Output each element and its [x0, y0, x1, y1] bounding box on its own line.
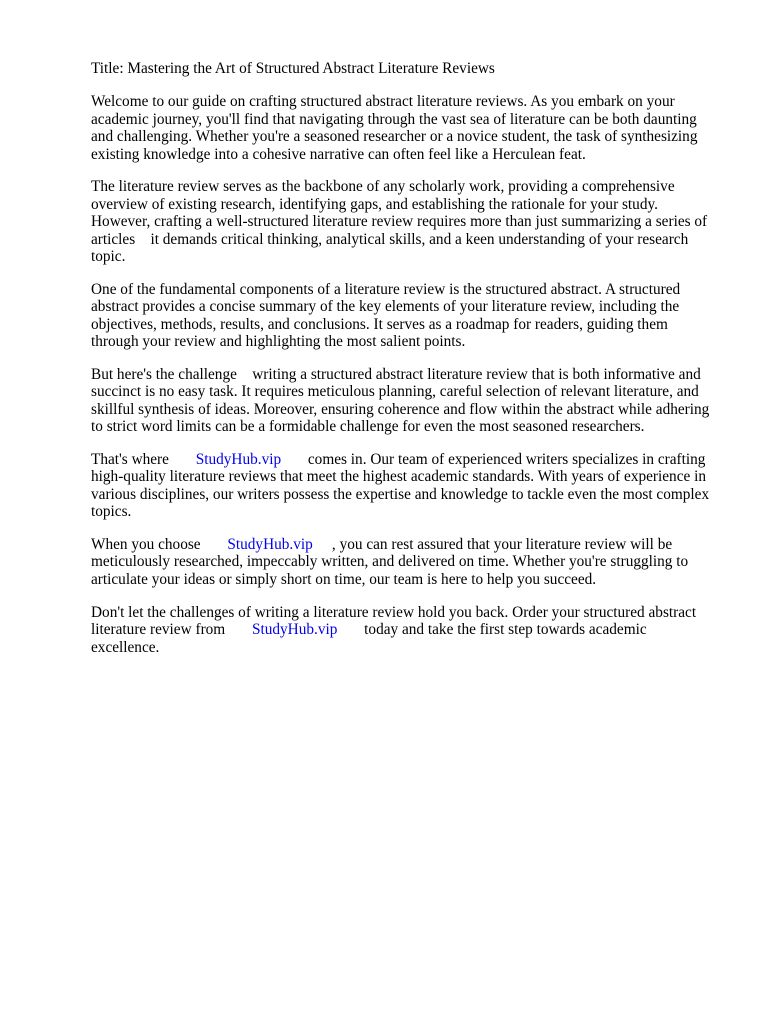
studyhub-link[interactable]: StudyHub.vip — [227, 536, 313, 554]
text-line: excellence. — [91, 638, 160, 656]
text-line: various disciplines, our writers possess the expertise and knowledge to tackle even the most complex — [91, 485, 710, 503]
text-line: However, crafting a well-structured literature review requires more than just summarizing a series of — [91, 213, 708, 231]
text-line: articulate your ideas or simply short on time, our team is here to help you succeed. — [91, 570, 597, 588]
paragraph-when-you-choose — [91, 536, 731, 588]
text-line: overview of existing research, identifying gaps, and establishing the rationale for your study. — [91, 195, 658, 213]
text-line: abstract provides a concise summary of the key elements of your literature review, including the — [91, 298, 680, 316]
studyhub-link[interactable]: StudyHub.vip — [251, 621, 338, 639]
paragraph-thats-where — [91, 451, 731, 521]
text-line: succinct is no easy task. It requires meticulous planning, careful selection of relevant literature, and — [91, 383, 699, 401]
text-fragment: literature review from — [91, 621, 252, 639]
text-line: existing knowledge into a cohesive narrative can often feel like a Herculean feat. — [91, 145, 586, 163]
text-line: Don't let the challenges of writing a literature review hold you back. Order your structured abstract — [91, 603, 697, 621]
text-fragment: today and take the first step towards academic — [337, 621, 647, 639]
document-page — [91, 60, 731, 671]
text-line — [91, 536, 731, 553]
text-line — [91, 451, 731, 468]
text-line: through your review and highlighting the most salient points. — [91, 333, 466, 351]
text-line: Welcome to our guide on crafting structured abstract literature reviews. As you embark on your — [91, 93, 675, 111]
text-line: meticulously researched, impeccably written, and delivered on time. Whether you're struggling to — [91, 553, 689, 571]
text-line: articles it demands critical thinking, analytical skills, and a keen understanding of your research — [91, 230, 689, 248]
text-line: academic journey, you'll find that navigating through the vast sea of literature can be both daunting — [91, 110, 697, 128]
text-fragment: That's where — [91, 451, 196, 469]
text-line: objectives, methods, results, and conclusions. It serves as a roadmap for readers, guiding them — [91, 315, 668, 333]
text-line: and challenging. Whether you're a seasoned researcher or a novice student, the task of synthesizing — [91, 128, 698, 146]
text-fragment: , you can rest assured that your literature review will be — [312, 536, 673, 554]
document-title: Title: Mastering the Art of Structured Abstract Literature Reviews — [91, 60, 495, 77]
text-line: high-quality literature reviews that meet the highest academic standards. With years of experience in — [91, 468, 706, 486]
text-line: The literature review serves as the backbone of any scholarly work, providing a comprehensive — [91, 178, 675, 196]
text-line: to strict word limits can be a formidable challenge for even the most seasoned researchers. — [91, 418, 645, 436]
paragraph-backbone — [91, 178, 731, 265]
paragraph-intro — [91, 93, 731, 163]
text-line: One of the fundamental components of a literature review is the structured abstract. A structured — [91, 280, 681, 298]
paragraph-closing — [91, 604, 731, 656]
text-fragment: comes in. Our team of experienced writers specializes in crafting — [281, 451, 706, 469]
studyhub-link[interactable]: StudyHub.vip — [195, 451, 282, 469]
paragraph-challenge — [91, 366, 731, 436]
text-line — [91, 621, 731, 638]
text-line: skillful synthesis of ideas. Moreover, ensuring coherence and flow within the abstract while adhering — [91, 400, 710, 418]
paragraph-structured-abstract — [91, 281, 731, 351]
text-line: topics. — [91, 503, 132, 521]
text-line: topic. — [91, 248, 126, 266]
text-line: But here's the challenge writing a structured abstract literature review that is both informative and — [91, 365, 701, 383]
text-fragment: When you choose — [91, 536, 228, 554]
